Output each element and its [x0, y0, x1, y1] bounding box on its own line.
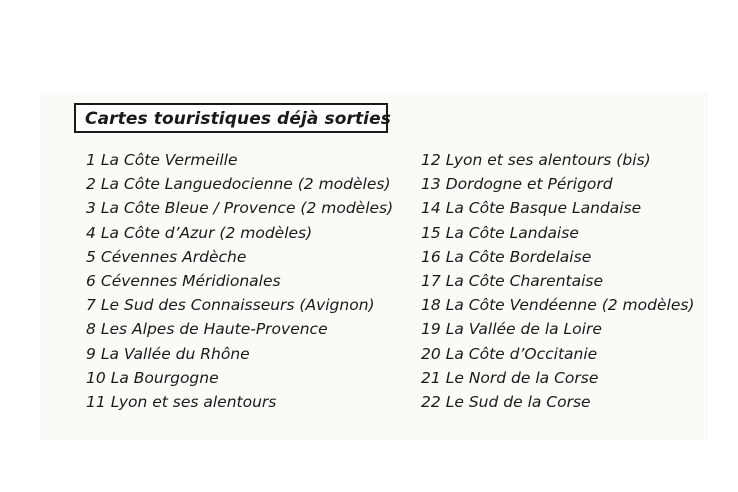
item-label: Le Sud de la Corse — [445, 392, 591, 411]
item-label: La Côte Languedocienne (2 modèles) — [100, 175, 391, 194]
list-item — [421, 245, 694, 269]
list-item — [421, 366, 694, 390]
item-label: La Bourgogne — [110, 368, 219, 387]
item-label: La Côte d’Occitanie — [445, 344, 598, 363]
item-number: 18 — [421, 296, 441, 315]
list-item — [421, 342, 694, 366]
item-number: 15 — [421, 223, 441, 242]
item-number: 3 — [86, 199, 96, 218]
item-label: La Côte Vermeille — [100, 151, 238, 169]
map-list-right — [421, 148, 694, 414]
list-item — [86, 172, 393, 196]
item-number: 7 — [86, 296, 96, 315]
item-number: 16 — [421, 247, 441, 266]
item-label: Le Sud des Connaisseurs (Avignon) — [100, 296, 375, 315]
list-item — [86, 317, 393, 341]
item-label: Lyon et ses alentours (bis) — [445, 151, 651, 169]
item-number: 17 — [421, 271, 441, 290]
item-number: 2 — [86, 175, 96, 194]
item-label: La Côte Charentaise — [445, 271, 604, 290]
list-item — [86, 293, 393, 317]
item-label: Lyon et ses alentours — [110, 392, 277, 411]
item-label: La Côte Bleue / Provence (2 modèles) — [100, 199, 394, 218]
item-number: 9 — [86, 344, 96, 363]
map-list-left — [86, 148, 393, 414]
item-number: 20 — [421, 344, 441, 363]
item-label: La Côte d’Azur (2 modèles) — [100, 223, 313, 242]
item-number: 21 — [421, 368, 441, 387]
list-item — [421, 293, 694, 317]
list-item — [86, 269, 393, 293]
item-number: 4 — [86, 223, 96, 242]
item-label: La Vallée du Rhône — [100, 344, 250, 363]
item-label: La Vallée de la Loire — [445, 320, 602, 339]
list-item — [86, 196, 393, 220]
list-item — [86, 245, 393, 269]
item-number: 13 — [421, 175, 441, 194]
item-number: 11 — [86, 392, 106, 411]
list-item — [86, 390, 393, 414]
list-item — [421, 221, 694, 245]
list-item — [86, 342, 393, 366]
list-item — [86, 366, 393, 390]
item-label: Dordogne et Périgord — [445, 175, 613, 194]
item-number: 14 — [421, 199, 441, 218]
list-item — [86, 221, 393, 245]
item-label: La Côte Vendéenne (2 modèles) — [445, 296, 695, 315]
item-number: 1 — [86, 151, 96, 169]
item-label: Cévennes Méridionales — [100, 271, 281, 290]
item-label: La Côte Basque Landaise — [445, 199, 642, 218]
list-item — [421, 148, 694, 172]
item-number: 22 — [421, 392, 441, 411]
item-number: 10 — [86, 368, 106, 387]
list-item — [86, 148, 393, 172]
item-number: 6 — [86, 271, 96, 290]
item-number: 12 — [421, 151, 441, 169]
title-box — [74, 103, 391, 133]
list-item — [421, 269, 694, 293]
list-item — [421, 317, 694, 341]
item-label: Les Alpes de Haute-Provence — [100, 320, 328, 339]
item-number: 8 — [86, 320, 96, 339]
item-number: 19 — [421, 320, 441, 339]
item-label: Le Nord de la Corse — [445, 368, 599, 387]
list-item — [421, 390, 694, 414]
item-label: La Côte Landaise — [445, 223, 579, 242]
page-title: Cartes touristiques déjà sorties — [85, 109, 391, 129]
item-number: 5 — [86, 247, 96, 266]
item-label: La Côte Bordelaise — [445, 247, 592, 266]
list-item — [421, 172, 694, 196]
list-item — [421, 196, 694, 220]
item-label: Cévennes Ardèche — [100, 247, 247, 266]
